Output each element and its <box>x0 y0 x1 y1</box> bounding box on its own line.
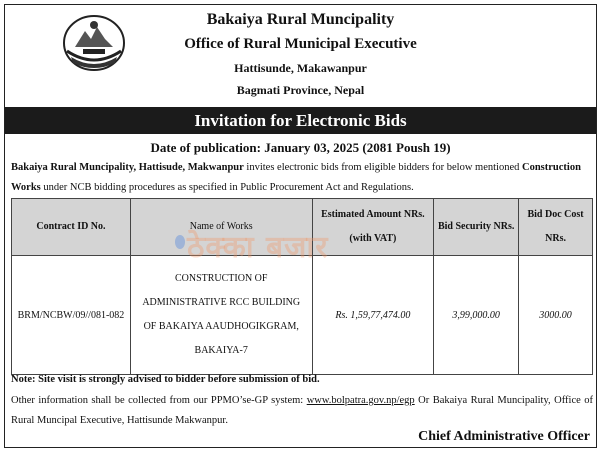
intro-lead: Bakaiya Rural Muncipality, Hattisude, Makwanpur <box>11 162 244 173</box>
header-contract-id: Contract ID No. <box>12 199 131 256</box>
office-name: Office of Rural Municipal Executive <box>184 36 417 52</box>
cell-bid-doc-cost: 3000.00 <box>519 256 593 375</box>
header-bid-security: Bid Security NRs. <box>434 199 519 256</box>
cell-bid-security: 3,99,000.00 <box>434 256 519 375</box>
intro-end: under NCB bidding procedures as specified in Public Procurement Act and Regulations. <box>40 182 414 193</box>
other-info-before: Other information shall be collected from our PPMO’se-GP system: <box>11 395 307 406</box>
signatory-title: Chief Administrative Officer <box>418 429 590 444</box>
cell-estimated-amount: Rs. 1,59,77,474.00 <box>312 256 434 375</box>
province: Bagmati Province, Nepal <box>236 83 365 97</box>
header-estimated-amount: Estimated Amount NRs. (with VAT) <box>312 199 434 256</box>
site-visit-note: Note: Site visit is strongly advised to bidder before submission of bid. <box>11 374 320 385</box>
header-bid-doc-cost: Bid Doc Cost NRs. <box>519 199 593 256</box>
intro-paragraph <box>11 158 591 198</box>
table-header-row <box>12 199 593 256</box>
title-banner: Invitation for Electronic Bids <box>5 107 596 134</box>
municipality-name: Bakaiya Rural Muncipality <box>206 11 395 28</box>
watermark-text: ठेक्का बजार <box>187 230 329 265</box>
notice-page <box>4 4 597 448</box>
egp-link[interactable]: www.bolpatra.gov.np/egp <box>306 395 415 406</box>
bids-table <box>11 198 593 375</box>
cell-contract-id: BRM/NCBW/09//081-082 <box>12 256 131 375</box>
header-name-of-works: Name of Works <box>130 199 312 256</box>
other-info-after: Or Bakaiya Rural Muncipality, Office of Rural Muncipal Executive, Hattisunde Makwanpur. <box>11 395 593 426</box>
address: Hattisunde, Makawanpur <box>234 61 367 75</box>
publication-date: Date of publication: January 03, 2025 (2081 Poush 19) <box>150 140 451 155</box>
table-row <box>12 256 593 375</box>
other-information <box>11 391 593 431</box>
cell-name-of-works: CONSTRUCTION OF ADMINISTRATIVE RCC BUILDING OF BAKAIYA AAUDHOGIKGRAM, BAKAIYA-7 <box>130 256 312 375</box>
intro-mid: invites electronic bids from eligible bidders for below mentioned <box>243 162 522 173</box>
intro-bold-tail: Construction Works <box>11 162 581 193</box>
